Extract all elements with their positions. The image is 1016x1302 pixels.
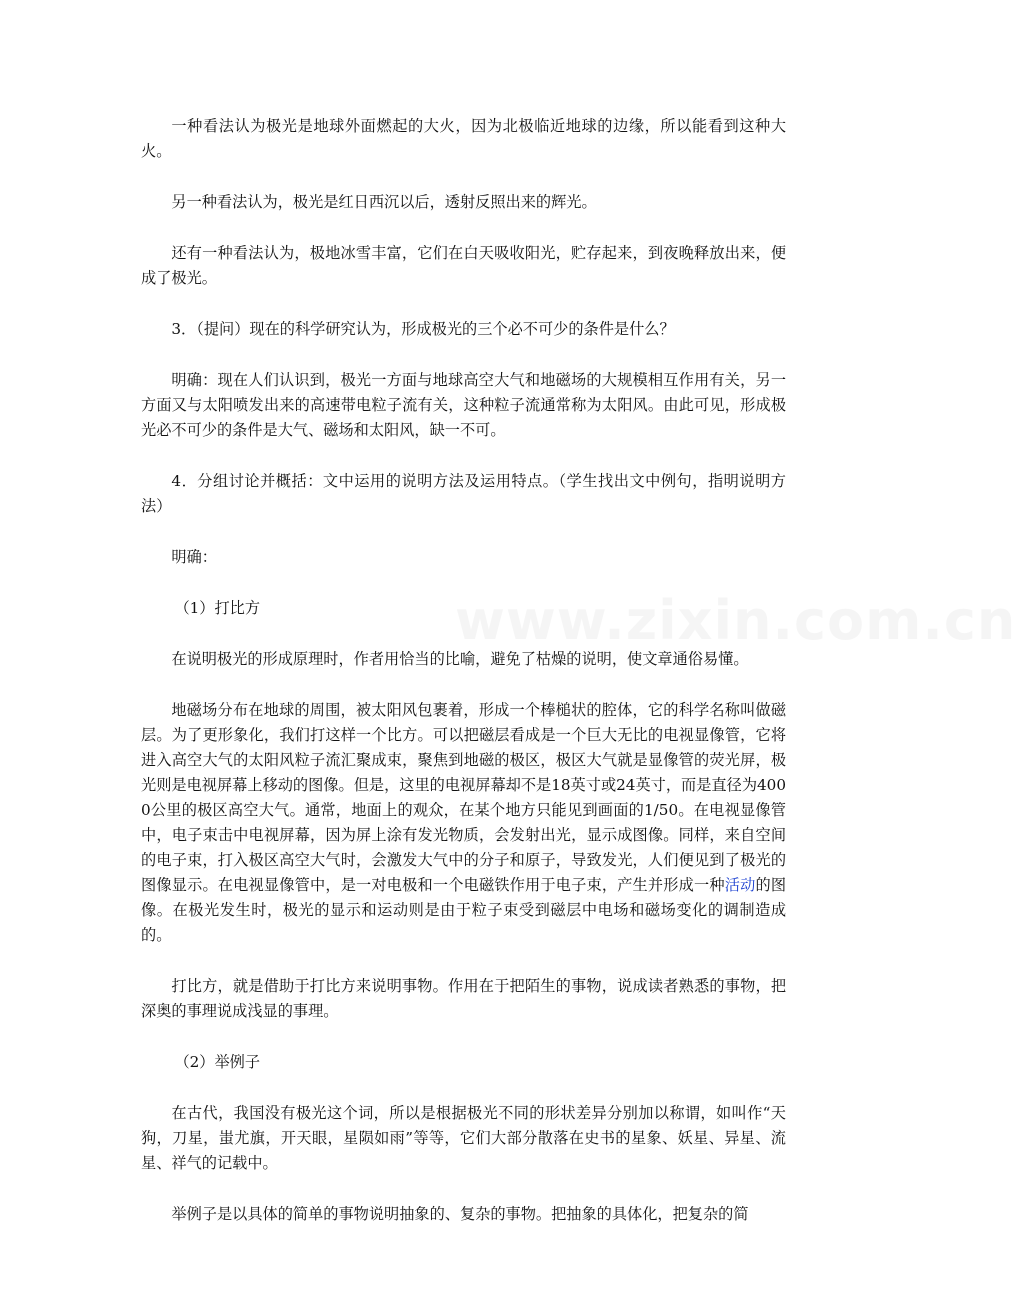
activity-link[interactable]: 活动: [724, 876, 756, 894]
method-heading-example: （2）举例子: [174, 1053, 261, 1071]
paragraph-metaphor-explanation: 打比方，就是借助于打比方来说明事物。作用在于把陌生的事物，说成读者熟悉的事物，把深奥的事理说成浅显的事理。: [141, 977, 786, 1020]
document-body: [141, 114, 786, 1253]
answer-four-label: 明确：: [171, 548, 217, 566]
paragraph-second-view: 另一种看法认为，极光是红日西沉以后，透射反照出来的辉光。: [171, 193, 597, 211]
method-heading-metaphor: （1）打比方: [174, 599, 261, 617]
watermark-text: www.zixin.com.cn: [455, 589, 1016, 652]
question-three: 3．（提问）现在的科学研究认为，形成极光的三个必不可少的条件是什么？: [171, 320, 675, 338]
paragraph-metaphor-summary: 在说明极光的形成原理时，作者用恰当的比喻，避免了枯燥的说明，使文章通俗易懂。: [171, 650, 749, 668]
question-four: 4．分组讨论并概括：文中运用的说明方法及运用特点。（学生找出文中例句，指明说明方法）: [141, 472, 786, 515]
paragraph-example-explanation: 举例子是以具体的简单的事物说明抽象的、复杂的事物。把抽象的具体化，把复杂的简: [171, 1205, 749, 1223]
paragraph-ancient-names: 在古代，我国没有极光这个词，所以是根据极光不同的形状差异分别加以称谓，如叫作“天狗，刀星，蚩尤旗，开天眼，星陨如雨”等等，它们大部分散落在史书的星象、妖星、异星、流星、祥气的记载中。: [141, 1104, 786, 1172]
magnetosphere-text-after: 的图像。在极光发生时，极光的显示和运动则是由于粒子束受到磁层中电场和磁场变化的调制造成的。: [141, 876, 787, 944]
magnetosphere-text-before: 地磁场分布在地球的周围，被太阳风包裹着，形成一个棒槌状的腔体，它的科学名称叫做磁层。为了更形象化，我们打这样一个比方。可以把磁层看成是一个巨大无比的电视显像管，它将进入高空大气的太阳风粒子流汇聚成束，聚焦到地磁的极区，极区大气就是显像管的荧光屏，极光则是电视屏幕上移动的图像。但是，这里的电视屏幕却不是18英寸或24英寸，而是直径为4000公里的极区高空大气。通常，地面上的观众，在某个地方只能见到画面的1/50。在电视显像管中，电子束击中电视屏幕，因为屏上涂有发光物质，会发射出光，显示成图像。同样，来自空间的电子束，打入极区高空大气时，会激发大气中的分子和原子，导致发光，人们便见到了极光的图像显示。在电视显像管中，是一对电极和一个电磁铁作用于电子束，产生并形成一种: [141, 701, 786, 894]
paragraph-first-view: 一种看法认为极光是地球外面燃起的大火，因为北极临近地球的边缘，所以能看到这种大火。: [141, 117, 786, 160]
answer-three: 明确：现在人们认识到，极光一方面与地球高空大气和地磁场的大规模相互作用有关，另一方面又与太阳喷发出来的高速带电粒子流有关，这种粒子流通常称为太阳风。由此可见，形成极光必不可少的条件是大气、磁场和太阳风，缺一不可。: [141, 371, 786, 439]
paragraph-third-view: 还有一种看法认为，极地冰雪丰富，它们在白天吸收阳光，贮存起来，到夜晚释放出来，便成了极光。: [141, 244, 786, 287]
paragraph-magnetosphere: [141, 698, 786, 948]
